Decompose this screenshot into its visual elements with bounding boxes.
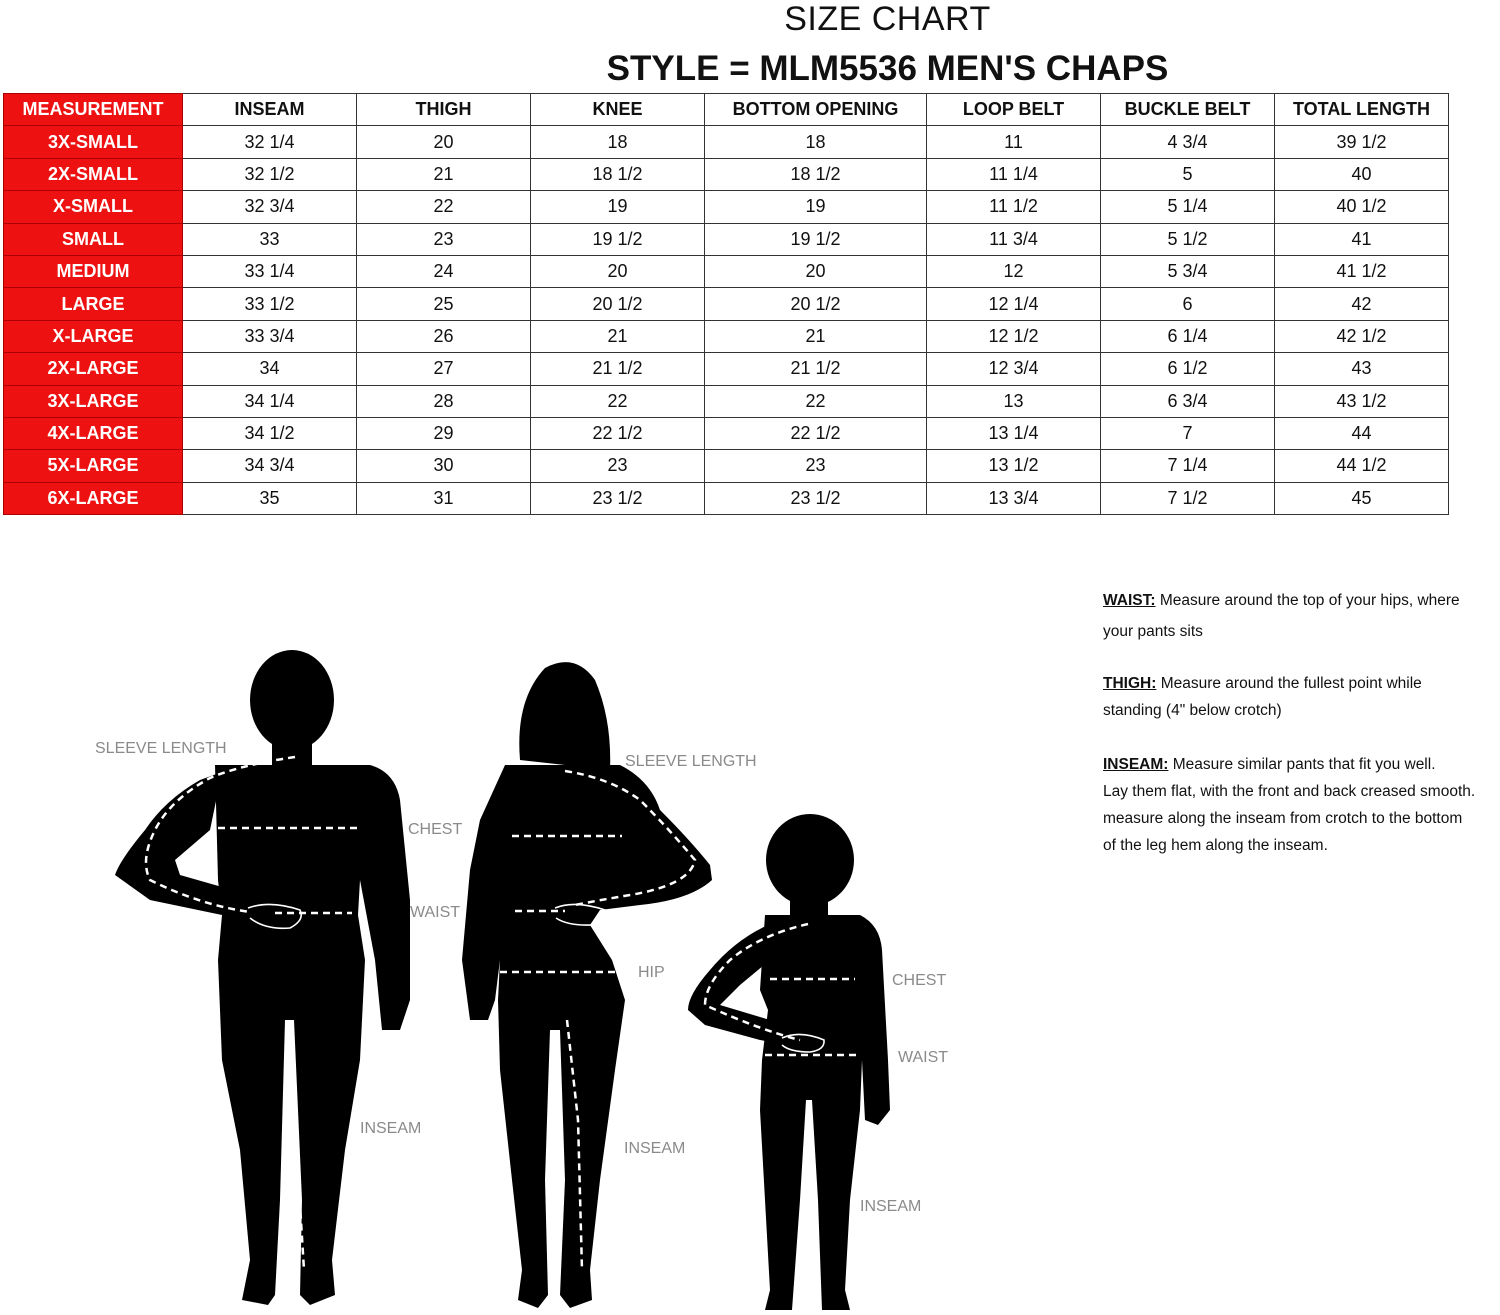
man-chest-label: CHEST <box>408 821 463 838</box>
table-cell: 40 <box>1275 158 1449 190</box>
man-waist-label: WAIST <box>410 904 461 921</box>
col-header: KNEE <box>531 94 705 126</box>
table-cell: 22 1/2 <box>531 417 705 449</box>
table-cell: 22 1/2 <box>705 417 927 449</box>
size-label: SMALL <box>4 223 183 255</box>
table-cell: 22 <box>357 191 531 223</box>
measurement-header: MEASUREMENT <box>4 94 183 126</box>
table-cell: 21 1/2 <box>705 353 927 385</box>
table-cell: 5 3/4 <box>1101 255 1275 287</box>
table-cell: 13 1/4 <box>927 417 1101 449</box>
inseam-note-cont: Lay them flat, with the front and back creased smooth. <box>1103 783 1476 800</box>
inseam-note <box>1103 751 1500 778</box>
table-cell: 11 3/4 <box>927 223 1101 255</box>
table-cell: 42 <box>1275 288 1449 320</box>
table-cell: 6 1/2 <box>1101 353 1275 385</box>
inseam-note-cont: of the leg hem along the inseam. <box>1103 837 1328 854</box>
waist-note <box>1103 587 1500 614</box>
table-cell: 18 1/2 <box>705 158 927 190</box>
size-label: LARGE <box>4 288 183 320</box>
table-cell: 5 <box>1101 158 1275 190</box>
table-cell: 19 1/2 <box>705 223 927 255</box>
table-cell: 44 1/2 <box>1275 450 1449 482</box>
measurement-notes <box>1103 587 1500 859</box>
table-cell: 23 <box>357 223 531 255</box>
table-row <box>4 255 1449 287</box>
col-header: TOTAL LENGTH <box>1275 94 1449 126</box>
table-cell: 25 <box>357 288 531 320</box>
man-sleeve-label: SLEEVE LENGTH <box>95 740 227 757</box>
table-cell: 7 1/2 <box>1101 482 1275 514</box>
table-cell: 20 <box>357 126 531 158</box>
table-cell: 11 <box>927 126 1101 158</box>
child-inseam-label: INSEAM <box>860 1198 922 1215</box>
chart-title: SIZE CHART <box>784 0 991 38</box>
table-row <box>4 223 1449 255</box>
table-cell: 34 1/4 <box>183 385 357 417</box>
table-cell: 28 <box>357 385 531 417</box>
table-cell: 33 3/4 <box>183 320 357 352</box>
waist-note-label: WAIST: <box>1103 592 1156 609</box>
table-cell: 34 <box>183 353 357 385</box>
table-cell: 33 1/2 <box>183 288 357 320</box>
thigh-note <box>1103 670 1500 697</box>
table-cell: 20 <box>705 255 927 287</box>
table-row <box>4 417 1449 449</box>
table-cell: 29 <box>357 417 531 449</box>
inseam-note-cont: measure along the inseam from crotch to the bottom <box>1103 810 1463 827</box>
table-cell: 18 <box>531 126 705 158</box>
table-cell: 24 <box>357 255 531 287</box>
table-cell: 20 <box>531 255 705 287</box>
table-cell: 27 <box>357 353 531 385</box>
table-cell: 23 <box>705 450 927 482</box>
table-cell: 41 <box>1275 223 1449 255</box>
table-cell: 35 <box>183 482 357 514</box>
table-row <box>4 191 1449 223</box>
header-row <box>4 94 1449 126</box>
body-measurement-figure <box>0 560 1000 1315</box>
table-cell: 22 <box>705 385 927 417</box>
size-label: 2X-SMALL <box>4 158 183 190</box>
size-label: 3X-SMALL <box>4 126 183 158</box>
table-cell: 31 <box>357 482 531 514</box>
table-cell: 21 1/2 <box>531 353 705 385</box>
inseam-note-label: INSEAM: <box>1103 756 1169 773</box>
table-cell: 20 1/2 <box>531 288 705 320</box>
child-silhouette <box>688 814 890 1310</box>
child-waist-label: WAIST <box>898 1049 949 1066</box>
col-header: INSEAM <box>183 94 357 126</box>
size-label: X-SMALL <box>4 191 183 223</box>
table-cell: 21 <box>531 320 705 352</box>
table-cell: 43 <box>1275 353 1449 385</box>
table-cell: 6 <box>1101 288 1275 320</box>
table-cell: 13 3/4 <box>927 482 1101 514</box>
table-cell: 5 1/4 <box>1101 191 1275 223</box>
table-cell: 19 <box>531 191 705 223</box>
table-cell: 23 <box>531 450 705 482</box>
thigh-note-label: THIGH: <box>1103 675 1157 692</box>
table-cell: 21 <box>705 320 927 352</box>
child-chest-label: CHEST <box>892 972 947 989</box>
table-cell: 22 <box>531 385 705 417</box>
table-cell: 34 3/4 <box>183 450 357 482</box>
table-cell: 42 1/2 <box>1275 320 1449 352</box>
table-cell: 43 1/2 <box>1275 385 1449 417</box>
table-cell: 11 1/2 <box>927 191 1101 223</box>
table-cell: 13 <box>927 385 1101 417</box>
thigh-note-cont: standing (4" below crotch) <box>1103 702 1282 719</box>
col-header: BUCKLE BELT <box>1101 94 1275 126</box>
table-cell: 19 1/2 <box>531 223 705 255</box>
table-cell: 12 <box>927 255 1101 287</box>
table-cell: 13 1/2 <box>927 450 1101 482</box>
table-cell: 23 1/2 <box>705 482 927 514</box>
table-cell: 11 1/4 <box>927 158 1101 190</box>
table-cell: 21 <box>357 158 531 190</box>
style-title: STYLE = MLM5536 MEN'S CHAPS <box>606 49 1169 88</box>
table-cell: 33 1/4 <box>183 255 357 287</box>
size-label: X-LARGE <box>4 320 183 352</box>
woman-inseam-label: INSEAM <box>624 1140 686 1157</box>
table-row <box>4 126 1449 158</box>
table-cell: 41 1/2 <box>1275 255 1449 287</box>
table-row <box>4 450 1449 482</box>
col-header: THIGH <box>357 94 531 126</box>
table-cell: 32 1/4 <box>183 126 357 158</box>
table-cell: 23 1/2 <box>531 482 705 514</box>
size-label: 3X-LARGE <box>4 385 183 417</box>
table-cell: 32 1/2 <box>183 158 357 190</box>
waist-note-text: Measure around the top of your hips, where <box>1155 592 1460 609</box>
table-row <box>4 158 1449 190</box>
table-row <box>4 320 1449 352</box>
table-cell: 5 1/2 <box>1101 223 1275 255</box>
table-cell: 32 3/4 <box>183 191 357 223</box>
table-cell: 7 1/4 <box>1101 450 1275 482</box>
table-cell: 6 1/4 <box>1101 320 1275 352</box>
woman-sleeve-label: SLEEVE LENGTH <box>625 753 757 770</box>
thigh-note-text: Measure around the fullest point while <box>1156 675 1422 692</box>
size-label: 4X-LARGE <box>4 417 183 449</box>
col-header: BOTTOM OPENING <box>705 94 927 126</box>
table-cell: 6 3/4 <box>1101 385 1275 417</box>
table-cell: 19 <box>705 191 927 223</box>
man-inseam-label: INSEAM <box>360 1120 422 1137</box>
size-label: MEDIUM <box>4 255 183 287</box>
table-cell: 30 <box>357 450 531 482</box>
table-cell: 18 1/2 <box>531 158 705 190</box>
table-cell: 33 <box>183 223 357 255</box>
table-row <box>4 482 1449 514</box>
table-cell: 26 <box>357 320 531 352</box>
table-cell: 4 3/4 <box>1101 126 1275 158</box>
table-row <box>4 353 1449 385</box>
table-cell: 39 1/2 <box>1275 126 1449 158</box>
table-cell: 7 <box>1101 417 1275 449</box>
table-cell: 20 1/2 <box>705 288 927 320</box>
table-cell: 40 1/2 <box>1275 191 1449 223</box>
waist-note-cont: your pants sits <box>1103 623 1203 640</box>
woman-hip-label: HIP <box>638 964 665 981</box>
table-row <box>4 288 1449 320</box>
size-label: 2X-LARGE <box>4 353 183 385</box>
table-cell: 12 1/4 <box>927 288 1101 320</box>
size-label: 5X-LARGE <box>4 450 183 482</box>
col-header: LOOP BELT <box>927 94 1101 126</box>
size-label: 6X-LARGE <box>4 482 183 514</box>
table-cell: 45 <box>1275 482 1449 514</box>
table-cell: 18 <box>705 126 927 158</box>
table-cell: 12 3/4 <box>927 353 1101 385</box>
table-cell: 34 1/2 <box>183 417 357 449</box>
table-cell: 12 1/2 <box>927 320 1101 352</box>
size-table <box>3 93 1449 515</box>
table-cell: 44 <box>1275 417 1449 449</box>
inseam-note-text: Measure similar pants that fit you well. <box>1168 756 1436 773</box>
table-row <box>4 385 1449 417</box>
